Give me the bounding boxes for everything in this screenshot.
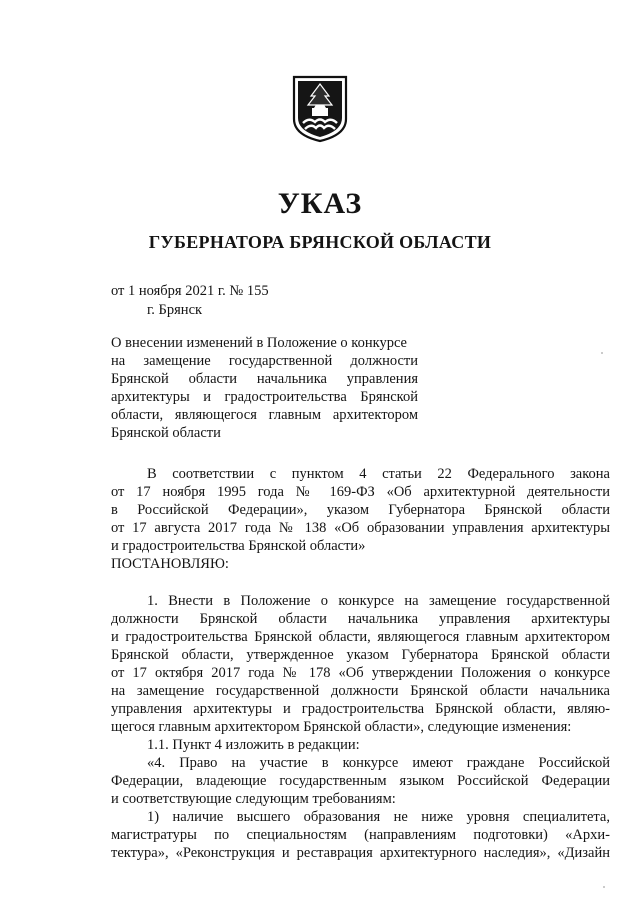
document-title: УКАЗ [277,187,363,220]
subject-line: Брянской области [111,425,221,441]
item1-line: щегося главным архитектором Брянской области», следующие изменения: [111,719,572,735]
preamble-line: В соответствии с пунктом 4 статьи 22 Федерального закона [147,466,610,482]
item1-line: от 17 октября 2017 года № 178 «Об утверждении Положения о конкурсе [111,665,610,681]
preamble-line: и градостроительства Брянской области» [111,538,366,554]
item1-1-line: 1.1. Пункт 4 изложить в редакции: [147,737,360,753]
point4-line: и соответствующие следующим требованиям: [111,791,396,807]
requirement-line: 1) наличие высшего образования не ниже уровня специалитета, [147,809,610,825]
date-number: от 1 ноября 2021 г. № 155 [111,283,269,299]
item1-line: управления архитектуры и градостроительства Брянской области, являю- [111,701,610,717]
subject-line: О внесении изменений в Положение о конкурсе [111,335,407,351]
requirement-line: магистратуры по специальностям (направлениям подготовки) «Архи- [111,827,610,843]
item1-line: Брянской области, утвержденное указом Губернатора Брянской области [111,647,610,663]
document-subtitle: ГУБЕРНАТОРА БРЯНСКОЙ ОБЛАСТИ [148,232,492,252]
requirement-line: тектура», «Реконструкция и реставрация архитектурного наследия», «Дизайн [111,845,610,861]
subject-line: области, являющегося главным архитектором [111,407,418,423]
item1-line: 1. Внести в Положение о конкурсе на замещение государственной [147,593,610,609]
subject-line: на замещение государственной должности [111,353,418,369]
preamble-line: от 17 ноября 1995 года № 169-ФЗ «Об архитектурной деятельности [111,484,610,500]
point4-line: Федерации, владеющие государственным языком Российской Федерации [111,773,610,789]
subject-line: Брянской области начальника управления [111,371,418,387]
point4-line: «4. Право на участие в конкурсе имеют граждане Российской [147,755,610,771]
item1-line: на замещение государственной должности Брянской области начальника [111,683,610,699]
preamble-line: от 17 августа 2017 года № 138 «Об образовании управления архитектуры [111,520,610,536]
scan-speck [603,886,605,888]
item1-line: должности Брянской области начальника управления архитектуры [111,611,610,627]
scan-speck [601,352,603,354]
item1-line: и градостроительства Брянской области, являющегося главным архитектором [111,629,610,645]
preamble-line: в Российской Федерации», указом Губернатора Брянской области [111,502,610,518]
bryansk-coat-of-arms-icon [291,75,349,143]
decree-word: ПОСТАНОВЛЯЮ: [111,556,229,572]
city: г. Брянск [147,302,203,318]
subject-line: архитектуры и градостроительства Брянской [111,389,418,405]
